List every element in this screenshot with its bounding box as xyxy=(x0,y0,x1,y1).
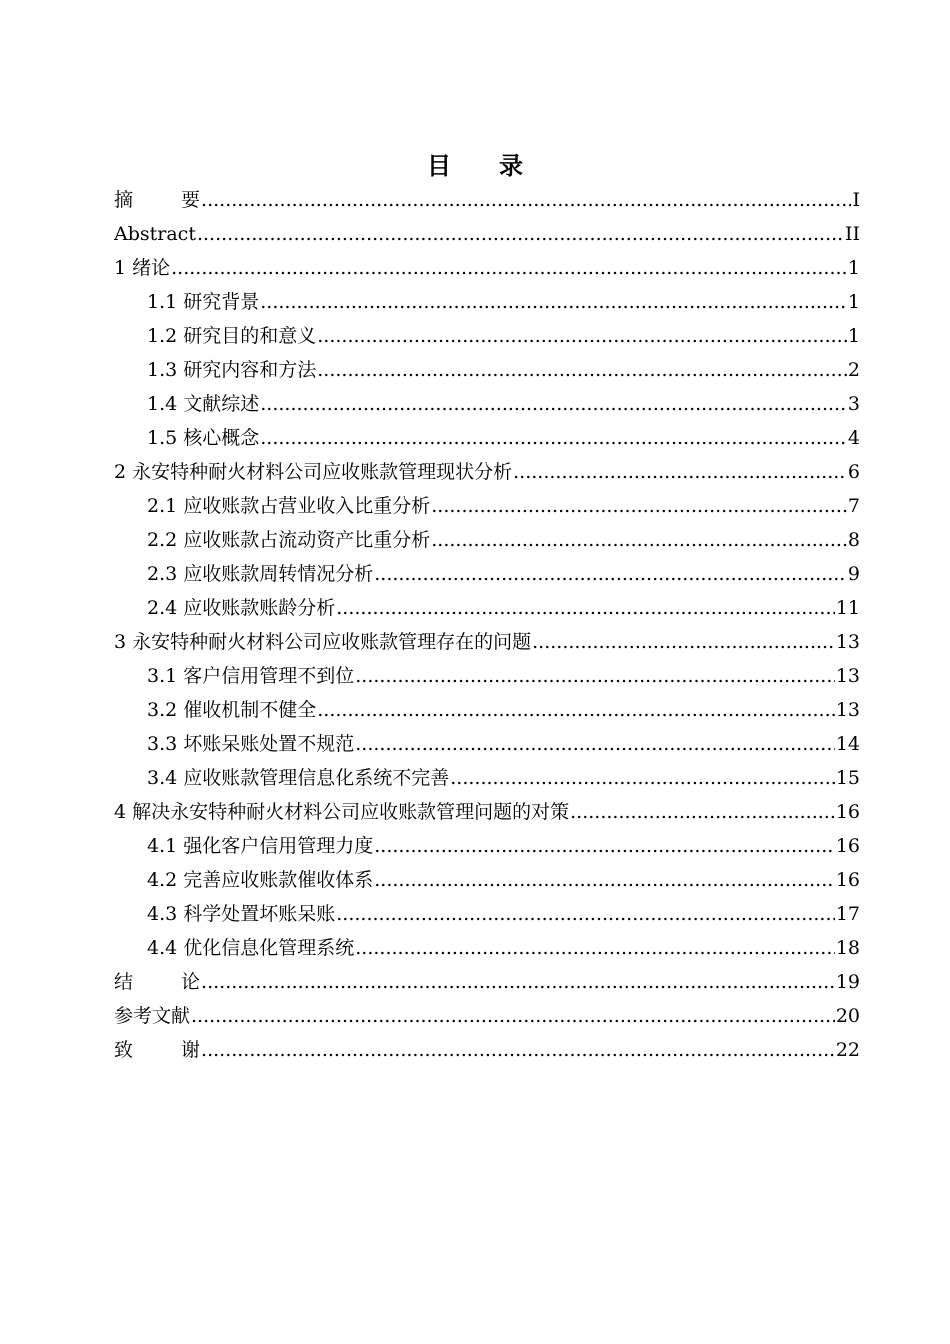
toc-entry-label: 1.4 文献综述 xyxy=(147,393,260,415)
toc-leader-dots xyxy=(374,863,835,897)
toc-leader-dots xyxy=(317,353,847,387)
toc-entry-page: 1 xyxy=(847,291,860,313)
toc-leader-dots xyxy=(355,931,835,965)
toc-entry-references[interactable] xyxy=(114,999,860,1033)
toc-entry-page: I xyxy=(852,189,860,211)
toc-leader-dots xyxy=(201,183,851,217)
toc-title xyxy=(0,148,950,184)
toc-leader-dots xyxy=(201,1033,835,1067)
toc-leader-dots xyxy=(197,217,844,251)
toc-leader-dots xyxy=(431,489,847,523)
toc-leader-dots xyxy=(336,591,835,625)
toc-entry-section-2-3[interactable] xyxy=(114,557,860,591)
toc-entry-acknowledgements[interactable] xyxy=(114,1033,860,1067)
toc-entry-section-1-2[interactable] xyxy=(114,319,860,353)
toc-leader-dots xyxy=(374,829,835,863)
toc-entry-page: 2 xyxy=(847,359,860,381)
toc-entry-page: 1 xyxy=(847,325,860,347)
toc-entry-label: 4.3 科学处置坏账呆账 xyxy=(147,903,336,925)
toc-leader-dots xyxy=(201,965,835,999)
toc-title-char-2: 录 xyxy=(499,152,523,180)
toc-entry-label: 1.1 研究背景 xyxy=(147,291,260,313)
toc-list xyxy=(114,183,860,1067)
toc-entry-page: 3 xyxy=(847,393,860,415)
toc-entry-chapter-1[interactable] xyxy=(114,251,860,285)
toc-entry-label: 摘 要 xyxy=(114,189,201,211)
toc-leader-dots xyxy=(317,693,835,727)
toc-entry-page: 1 xyxy=(847,257,860,279)
toc-entry-label: 2.4 应收账款账龄分析 xyxy=(147,597,336,619)
toc-entry-label: 2.1 应收账款占营业收入比重分析 xyxy=(147,495,431,517)
toc-entry-label: 结 论 xyxy=(114,971,201,993)
toc-entry-chapter-4[interactable] xyxy=(114,795,860,829)
toc-leader-dots xyxy=(260,387,847,421)
toc-entry-chapter-3[interactable] xyxy=(114,625,860,659)
toc-entry-page: 19 xyxy=(835,971,860,993)
toc-entry-section-3-3[interactable] xyxy=(114,727,860,761)
toc-entry-label: 4.1 强化客户信用管理力度 xyxy=(147,835,374,857)
toc-entry-section-2-1[interactable] xyxy=(114,489,860,523)
toc-entry-label: 1.5 核心概念 xyxy=(147,427,260,449)
toc-entry-label: 2 永安特种耐火材料公司应收账款管理现状分析 xyxy=(114,461,513,483)
toc-entry-page: 16 xyxy=(835,869,860,891)
toc-leader-dots xyxy=(191,999,835,1033)
toc-entry-section-2-2[interactable] xyxy=(114,523,860,557)
toc-entry-label: 致 谢 xyxy=(114,1039,201,1061)
toc-entry-chapter-2[interactable] xyxy=(114,455,860,489)
toc-leader-dots xyxy=(260,421,847,455)
toc-entry-section-2-4[interactable] xyxy=(114,591,860,625)
toc-leader-dots xyxy=(532,625,835,659)
toc-entry-abstract-en[interactable] xyxy=(114,217,860,251)
toc-leader-dots xyxy=(570,795,835,829)
toc-entry-page: 16 xyxy=(835,835,860,857)
toc-entry-page: 13 xyxy=(835,699,860,721)
toc-entry-page: 20 xyxy=(835,1005,860,1027)
toc-entry-page: 13 xyxy=(835,631,860,653)
toc-leader-dots xyxy=(431,523,847,557)
toc-entry-page: II xyxy=(844,223,860,245)
toc-entry-page: 13 xyxy=(835,665,860,687)
toc-entry-page: 14 xyxy=(835,733,860,755)
toc-entry-section-4-3[interactable] xyxy=(114,897,860,931)
toc-entry-page: 7 xyxy=(847,495,860,517)
toc-entry-label: 3.2 催收机制不健全 xyxy=(147,699,317,721)
toc-entry-page: 9 xyxy=(847,563,860,585)
toc-entry-page: 8 xyxy=(847,529,860,551)
toc-entry-section-1-5[interactable] xyxy=(114,421,860,455)
toc-entry-label: 1.3 研究内容和方法 xyxy=(147,359,317,381)
toc-entry-label: 3.4 应收账款管理信息化系统不完善 xyxy=(147,767,450,789)
toc-entry-section-4-4[interactable] xyxy=(114,931,860,965)
toc-entry-label: 1.2 研究目的和意义 xyxy=(147,325,317,347)
toc-leader-dots xyxy=(355,727,835,761)
toc-entry-abstract-cn[interactable] xyxy=(114,183,860,217)
toc-entry-section-1-3[interactable] xyxy=(114,353,860,387)
toc-entry-section-3-1[interactable] xyxy=(114,659,860,693)
toc-entry-conclusion[interactable] xyxy=(114,965,860,999)
toc-title-char-1: 目 xyxy=(427,152,451,180)
toc-entry-page: 6 xyxy=(847,461,860,483)
toc-entry-label: 1 绪论 xyxy=(114,257,171,279)
toc-leader-dots xyxy=(171,251,847,285)
toc-entry-section-1-1[interactable] xyxy=(114,285,860,319)
toc-entry-page: 4 xyxy=(847,427,860,449)
toc-entry-section-3-2[interactable] xyxy=(114,693,860,727)
toc-entry-page: 22 xyxy=(835,1039,860,1061)
toc-entry-section-1-4[interactable] xyxy=(114,387,860,421)
toc-entry-label: 2.2 应收账款占流动资产比重分析 xyxy=(147,529,431,551)
toc-entry-page: 11 xyxy=(835,597,860,619)
toc-entry-section-4-2[interactable] xyxy=(114,863,860,897)
toc-entry-section-4-1[interactable] xyxy=(114,829,860,863)
toc-leader-dots xyxy=(355,659,835,693)
toc-leader-dots xyxy=(513,455,847,489)
toc-leader-dots xyxy=(317,319,847,353)
toc-entry-label: 4 解决永安特种耐火材料公司应收账款管理问题的对策 xyxy=(114,801,570,823)
toc-entry-label: 3.1 客户信用管理不到位 xyxy=(147,665,355,687)
toc-leader-dots xyxy=(336,897,835,931)
toc-entry-page: 16 xyxy=(835,801,860,823)
toc-entry-label: 参考文献 xyxy=(114,1005,191,1027)
toc-entry-section-3-4[interactable] xyxy=(114,761,860,795)
toc-entry-label: 2.3 应收账款周转情况分析 xyxy=(147,563,374,585)
toc-leader-dots xyxy=(374,557,847,591)
toc-entry-page: 15 xyxy=(835,767,860,789)
toc-entry-label: 3.3 坏账呆账处置不规范 xyxy=(147,733,355,755)
toc-entry-label: 3 永安特种耐火材料公司应收账款管理存在的问题 xyxy=(114,631,532,653)
toc-entry-page: 17 xyxy=(835,903,860,925)
toc-entry-label: Abstract xyxy=(114,223,196,245)
toc-leader-dots xyxy=(450,761,835,795)
toc-entry-label: 4.4 优化信息化管理系统 xyxy=(147,937,355,959)
toc-entry-page: 18 xyxy=(835,937,860,959)
toc-leader-dots xyxy=(260,285,847,319)
toc-entry-label: 4.2 完善应收账款催收体系 xyxy=(147,869,374,891)
